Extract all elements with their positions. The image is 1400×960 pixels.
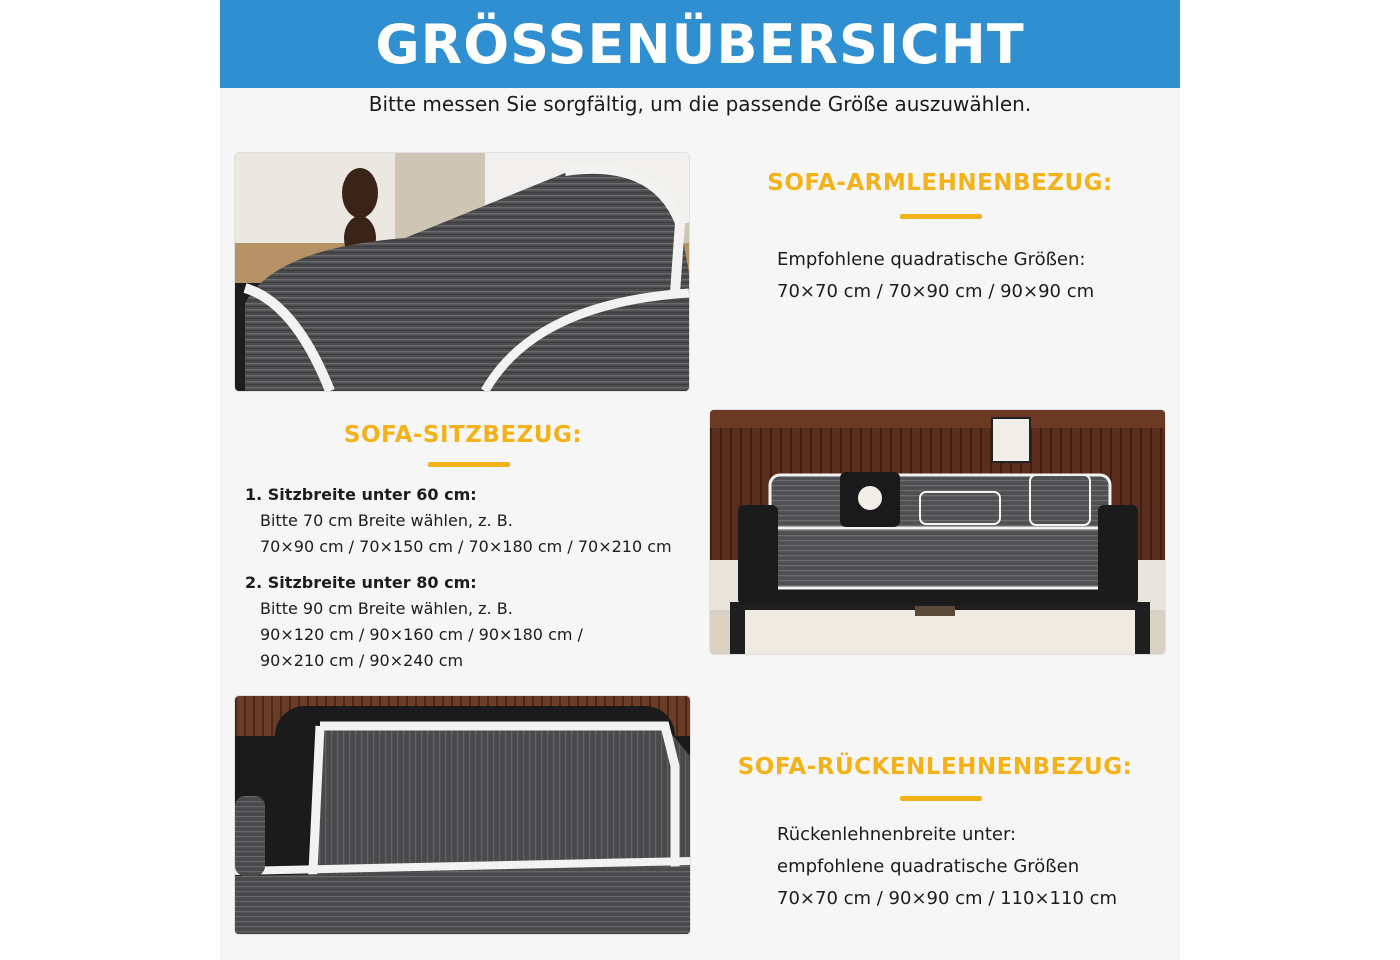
title-banner [220,0,1180,88]
seat-item-2-title: 2. Sitzbreite unter 80 cm: [245,573,477,592]
seat-item-2-line-1: Bitte 90 cm Breite wählen, z. B. [260,599,513,618]
backrest-cover-photo [235,696,690,934]
armrest-line-2: 70×70 cm / 70×90 cm / 90×90 cm [777,281,1095,302]
backrest-divider [900,796,982,801]
backrest-line-3: 70×70 cm / 90×90 cm / 110×110 cm [777,888,1118,909]
armrest-description [777,244,1157,308]
seat-size-item-2 [245,570,695,674]
seat-divider [428,462,510,467]
seat-size-list [245,482,695,684]
sofa-overview-photo [710,410,1165,654]
backrest-heading: SOFA-RÜCKENLEHNENBEZUG: [737,754,1133,780]
backrest-line-2: empfohlene quadratische Größen [777,856,1080,877]
armrest-line-1: Empfohlene quadratische Größen: [777,249,1086,270]
armrest-cover-photo [235,153,689,391]
armrest-divider [900,214,982,219]
backrest-description [777,819,1167,915]
seat-item-1-line-1: Bitte 70 cm Breite wählen, z. B. [260,511,513,530]
seat-item-2-line-3: 90×210 cm / 90×240 cm [260,651,464,670]
seat-item-2-line-2: 90×120 cm / 90×160 cm / 90×180 cm / [260,625,583,644]
seat-heading: SOFA-SITZBEZUG: [343,422,583,448]
seat-item-1-title: 1. Sitzbreite unter 60 cm: [245,485,477,504]
page-subtitle: Bitte messen Sie sorgfältig, um die passende Größe auszuwählen. [368,92,1032,116]
page-title: GRÖSSENÜBERSICHT [375,12,1025,76]
seat-item-1-line-2: 70×90 cm / 70×150 cm / 70×180 cm / 70×210 cm [260,537,672,556]
armrest-heading: SOFA-ARMLEHNENBEZUG: [767,170,1113,196]
seat-size-item-1 [245,482,695,560]
backrest-line-1: Rückenlehnenbreite unter: [777,824,1017,845]
